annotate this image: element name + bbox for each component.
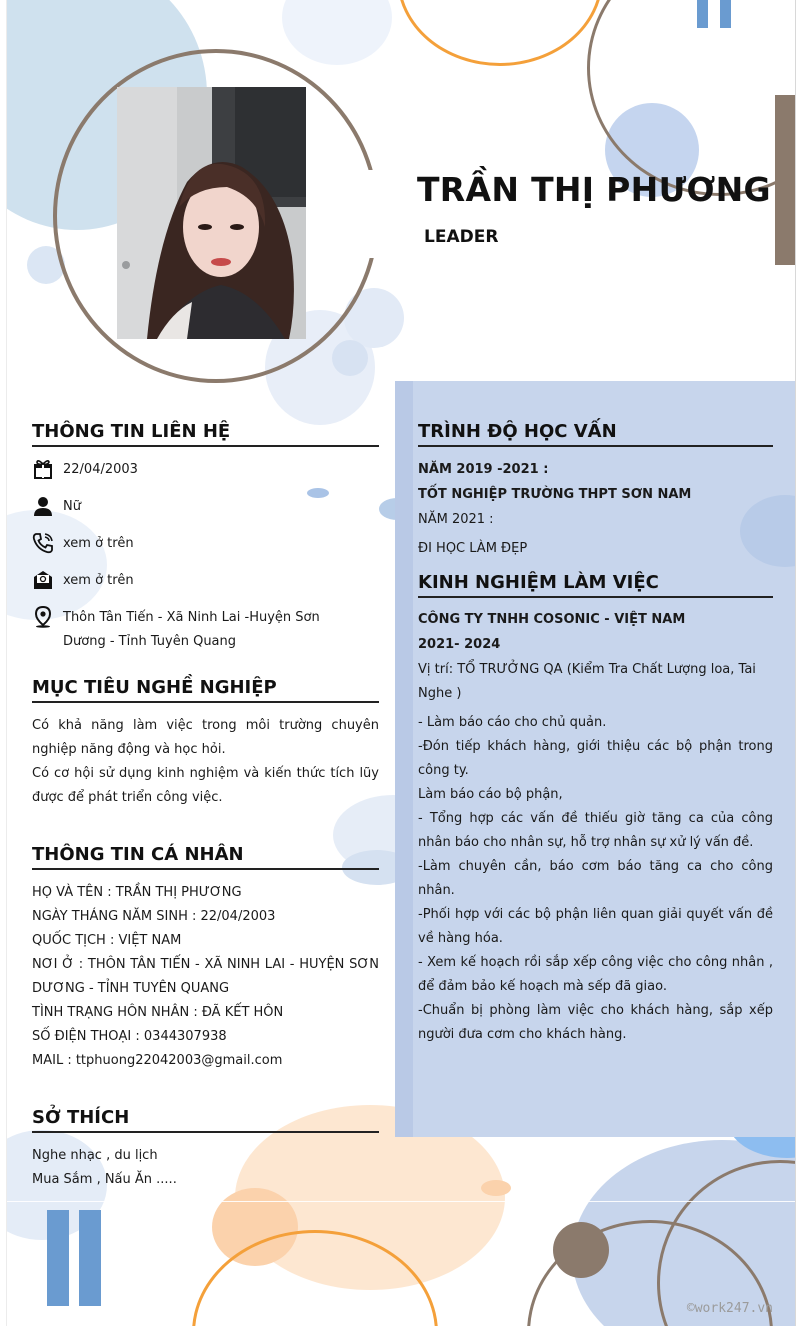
hobbies-section-rule <box>32 1131 379 1133</box>
deco-blob-left-1 <box>6 510 107 620</box>
profile-photo <box>117 87 306 339</box>
personal-section-title: THÔNG TIN CÁ NHÂN <box>32 844 244 865</box>
candidate-role: LEADER <box>424 227 499 247</box>
experience-duty-4: - Tổng hợp các vấn đề thiếu giờ tăng ca của công nhân báo cho nhân sự, hỗ trợ nhân sự xử lý vấn đề. <box>418 811 773 850</box>
hobbies-line-2: Mua Sắm , Nấu Ăn ..... <box>32 1172 177 1187</box>
experience-duty-6: -Phối hợp với các bộ phận liên quan giải quyết vấn đề về hàng hóa. <box>418 907 773 946</box>
experience-section-title: KINH NGHIỆM LÀM VIỆC <box>418 572 659 593</box>
experience-duty-3: Làm báo cáo bộ phận, <box>418 787 563 802</box>
contact-email: xem ở trên <box>63 573 134 588</box>
personal-phone: SỐ ĐIỆN THOẠI : 0344307938 <box>32 1029 227 1044</box>
deco-circle-mid-tiny <box>332 340 368 376</box>
gift-icon <box>32 458 54 480</box>
deco-bar-top-1 <box>697 0 708 28</box>
education-year-2: NĂM 2021 : <box>418 512 494 527</box>
experience-company: CÔNG TY TNHH COSONIC - VIỆT NAM <box>418 612 686 627</box>
location-pin-icon <box>32 606 54 628</box>
experience-duty-5: -Làm chuyên cần, báo cơm báo tăng ca cho công nhân. <box>418 859 773 898</box>
personal-marital-status: TÌNH TRẠNG HÔN NHÂN : ĐÃ KẾT HÔN <box>32 1005 284 1020</box>
photo-ring-gap-right <box>362 170 382 258</box>
deco-ring-top-orange <box>397 0 603 66</box>
personal-section-rule <box>32 868 379 870</box>
objective-section-rule <box>32 701 379 703</box>
contact-address-line1: Thôn Tân Tiến - Xã Ninh Lai -Huyện Sơn <box>63 610 320 625</box>
deco-bar-bottom-2 <box>79 1210 101 1306</box>
contact-gender: Nữ <box>63 499 81 514</box>
person-icon <box>32 495 54 517</box>
contact-phone: xem ở trên <box>63 536 134 551</box>
right-panel-stripe <box>395 381 413 1137</box>
objective-paragraph-2: Có cơ hội sử dụng kinh nghiệm và kiến thức tích lũy được để phát triển công việc. <box>32 766 379 805</box>
deco-circle-bottom-brown <box>553 1222 609 1278</box>
personal-fullname: HỌ VÀ TÊN : TRẦN THỊ PHƯƠNG <box>32 885 242 900</box>
experience-duty-1: - Làm báo cáo cho chủ quản. <box>418 715 607 730</box>
experience-duty-8: -Chuẩn bị phòng làm việc cho khách hàng, sắp xếp người đưa cơm cho khách hàng. <box>418 1003 773 1042</box>
personal-birthdate: NGÀY THÁNG NĂM SINH : 22/04/2003 <box>32 909 276 924</box>
phone-icon <box>32 532 54 554</box>
hobbies-section-title: SỞ THÍCH <box>32 1107 130 1128</box>
experience-period: 2021- 2024 <box>418 637 501 652</box>
personal-address: NƠI Ở : THÔN TÂN TIẾN - XÃ NINH LAI - HUYỆN SƠN DƯƠNG - TỈNH TUYÊN QUANG <box>32 957 379 996</box>
experience-duty-2: -Đón tiếp khách hàng, giới thiệu các bộ phận trong công ty. <box>418 739 773 778</box>
objective-paragraph-1: Có khả năng làm việc trong môi trường chuyên nghiệp năng động và học hỏi. <box>32 718 379 757</box>
cv-page <box>6 0 796 1326</box>
deco-bar-top-2 <box>720 0 731 28</box>
personal-nationality: QUỐC TỊCH : VIỆT NAM <box>32 933 182 948</box>
experience-position: Vị trí: TỔ TRƯỞNG QA (Kiểm Tra Chất Lượng loa, Tai Nghe ) <box>418 662 756 701</box>
deco-bar-right-brown <box>775 95 795 265</box>
deco-circle-top-mid <box>282 0 392 65</box>
contact-address-line2: Dương - Tỉnh Tuyên Quang <box>63 634 237 649</box>
experience-section-rule <box>418 596 773 598</box>
education-school-2: ĐI HỌC LÀM ĐẸP <box>418 541 528 556</box>
education-section-rule <box>418 445 773 447</box>
mail-icon <box>32 569 54 591</box>
hobbies-line-1: Nghe nhạc , du lịch <box>32 1148 158 1163</box>
deco-blob-bottom-orange-tiny <box>481 1180 511 1196</box>
education-year-1: NĂM 2019 -2021 : <box>418 462 549 477</box>
watermark: ©work247.vn <box>686 1301 773 1316</box>
profile-photo-image <box>117 87 306 339</box>
personal-email: MAIL : ttphuong22042003@gmail.com <box>32 1053 283 1068</box>
objective-section-title: MỤC TIÊU NGHỀ NGHIỆP <box>32 677 277 698</box>
education-section-title: TRÌNH ĐỘ HỌC VẤN <box>418 421 617 442</box>
deco-bar-bottom-1 <box>47 1210 69 1306</box>
contact-birthdate: 22/04/2003 <box>63 462 138 477</box>
education-school-1: TỐT NGHIỆP TRƯỜNG THPT SƠN NAM <box>418 487 692 502</box>
deco-divider-line <box>7 1201 795 1202</box>
candidate-name: TRẦN THỊ PHƯƠNG <box>417 170 771 209</box>
deco-blob-mid-pill <box>307 488 329 498</box>
experience-duty-7: - Xem kế hoạch rồi sắp xếp công việc cho công nhân , để đảm bảo kế hoạch mà sếp đã giao. <box>418 955 773 994</box>
contact-section-title: THÔNG TIN LIÊN HỆ <box>32 421 231 442</box>
contact-section-rule <box>32 445 379 447</box>
